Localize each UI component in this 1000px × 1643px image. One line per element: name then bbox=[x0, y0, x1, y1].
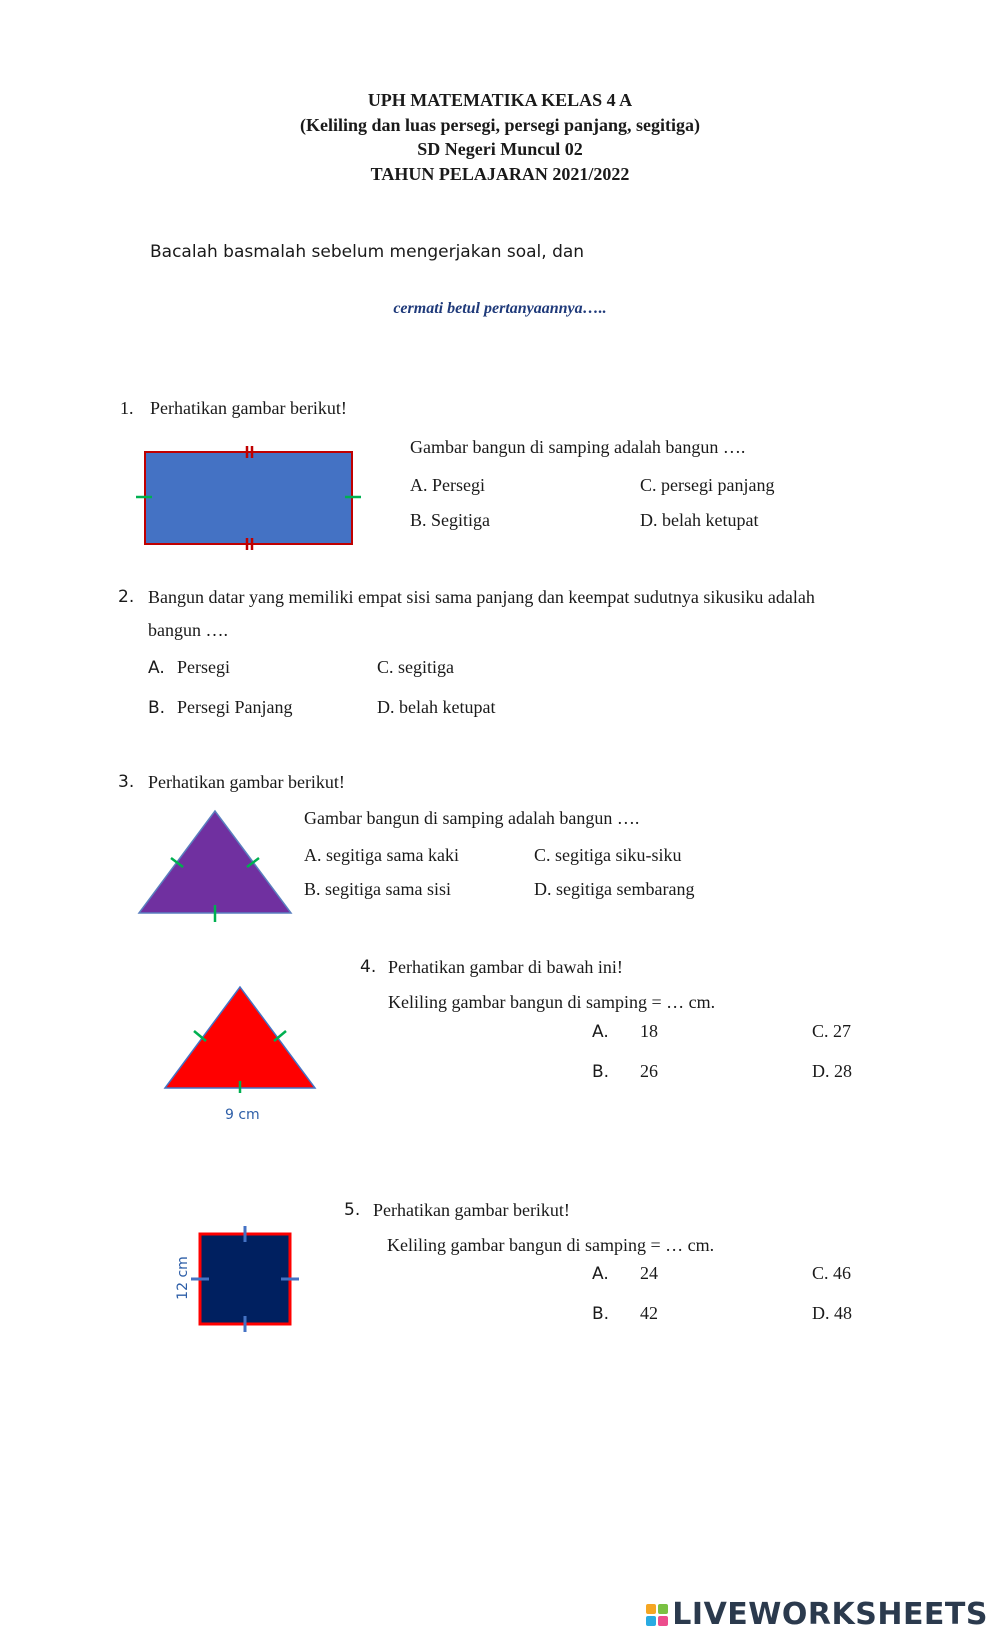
q4-option-c[interactable]: C. 27 bbox=[812, 1021, 852, 1041]
q2-prompt-line1: Bangun datar yang memiliki empat sisi sama panjang dan keempat sudutnya sikusiku adalah bbox=[148, 587, 815, 607]
q1-option-c[interactable]: C. persegi panjang bbox=[640, 475, 775, 495]
liveworksheets-watermark bbox=[646, 1597, 988, 1632]
q4-number: 4. bbox=[360, 957, 377, 977]
q1-number: 1. bbox=[120, 398, 134, 418]
q1-option-a[interactable]: A. Persegi bbox=[410, 475, 485, 495]
q2-option-b-letter: B. bbox=[148, 698, 166, 718]
q5-option-c[interactable]: C. 46 bbox=[812, 1263, 852, 1283]
q5-number: 5. bbox=[344, 1200, 361, 1220]
watermark-text: LIVEWORKSHEETS bbox=[672, 1597, 988, 1632]
q1-option-b[interactable]: B. Segitiga bbox=[410, 510, 490, 530]
header-subtitle: (Keliling dan luas persegi, persegi panjang, segitiga) bbox=[299, 115, 701, 135]
header-title: UPH MATEMATIKA KELAS 4 A bbox=[367, 90, 633, 110]
q1-prompt: Perhatikan gambar berikut! bbox=[150, 398, 347, 418]
q5-figure-label: 12 cm bbox=[175, 1256, 191, 1300]
purple-triangle bbox=[139, 811, 291, 913]
q3-option-c[interactable]: C. segitiga siku-siku bbox=[534, 845, 682, 865]
rectangle-shape bbox=[145, 452, 352, 544]
q2-prompt-line2: bangun …. bbox=[148, 620, 228, 640]
q2-option-a[interactable]: Persegi bbox=[177, 657, 230, 677]
q5-square-figure bbox=[185, 1226, 305, 1336]
q4-option-a-letter: A. bbox=[592, 1022, 609, 1042]
q4-option-b-letter: B. bbox=[592, 1062, 610, 1082]
navy-square bbox=[200, 1234, 290, 1324]
header-year: TAHUN PELAJARAN 2021/2022 bbox=[370, 164, 630, 184]
q5-option-a-letter: A. bbox=[592, 1264, 609, 1284]
q1-question: Gambar bangun di samping adalah bangun …. bbox=[410, 437, 746, 457]
header-school: SD Negeri Muncul 02 bbox=[417, 139, 583, 159]
q3-prompt: Perhatikan gambar berikut! bbox=[148, 772, 345, 792]
q5-question: Keliling gambar bangun di samping = … cm. bbox=[387, 1235, 715, 1255]
q2-number: 2. bbox=[118, 587, 135, 607]
q1-rectangle-figure bbox=[130, 440, 370, 550]
q3-option-a[interactable]: A. segitiga sama kaki bbox=[304, 845, 459, 865]
q3-option-b[interactable]: B. segitiga sama sisi bbox=[304, 879, 451, 899]
q4-figure-label: 9 cm bbox=[225, 1107, 260, 1123]
intro-text: Bacalah basmalah sebelum mengerjakan soal, dan bbox=[150, 242, 585, 262]
q5-option-a[interactable]: 24 bbox=[640, 1263, 658, 1283]
q4-option-b[interactable]: 26 bbox=[640, 1061, 658, 1081]
q2-option-a-letter: A. bbox=[148, 658, 165, 678]
q5-prompt: Perhatikan gambar berikut! bbox=[373, 1200, 570, 1220]
instruction-note: cermati betul pertanyaannya….. bbox=[393, 300, 607, 317]
q3-question: Gambar bangun di samping adalah bangun …. bbox=[304, 808, 640, 828]
q3-number: 3. bbox=[118, 772, 135, 792]
red-triangle bbox=[165, 987, 315, 1088]
q2-option-c[interactable]: C. segitiga bbox=[377, 657, 454, 677]
q4-question: Keliling gambar bangun di samping = … cm. bbox=[388, 992, 716, 1012]
q4-triangle-figure bbox=[160, 983, 320, 1093]
q5-option-b-letter: B. bbox=[592, 1304, 610, 1324]
q1-option-d[interactable]: D. belah ketupat bbox=[640, 510, 759, 530]
q4-option-d[interactable]: D. 28 bbox=[812, 1061, 852, 1081]
q3-option-d[interactable]: D. segitiga sembarang bbox=[534, 879, 695, 899]
liveworksheets-logo-icon bbox=[646, 1604, 668, 1626]
q5-option-d[interactable]: D. 48 bbox=[812, 1303, 852, 1323]
q2-option-b[interactable]: Persegi Panjang bbox=[177, 697, 293, 717]
q4-prompt: Perhatikan gambar di bawah ini! bbox=[388, 957, 623, 977]
q3-triangle-figure bbox=[135, 805, 295, 925]
q5-option-b[interactable]: 42 bbox=[640, 1303, 658, 1323]
q4-option-a[interactable]: 18 bbox=[640, 1021, 658, 1041]
q2-option-d[interactable]: D. belah ketupat bbox=[377, 697, 496, 717]
